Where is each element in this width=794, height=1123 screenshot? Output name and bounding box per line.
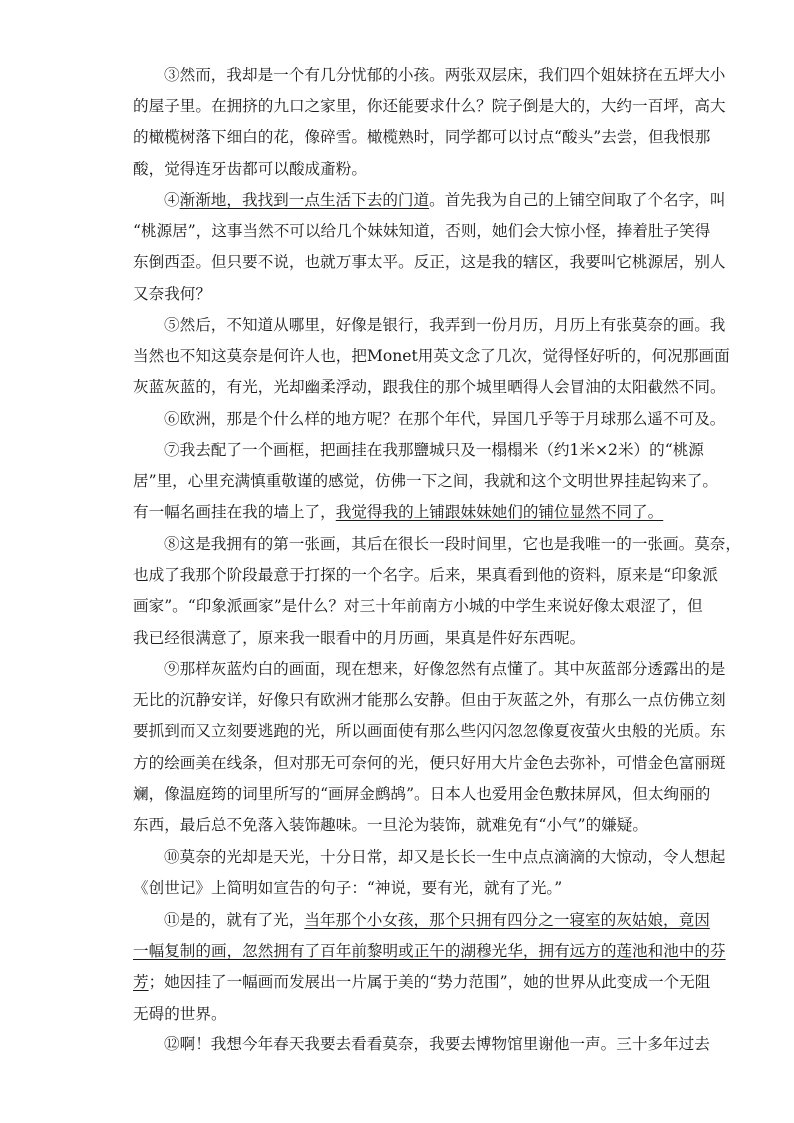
text-run: 灰蓝灰蓝的，有光，光却幽柔浮动，跟我住的那个城里晒得人会冒油的太阳截然不同。 [133,378,726,397]
paragraph-line [133,654,726,685]
paragraph-line [133,341,730,372]
paragraph-7 [133,435,718,529]
text-run: 无比的沉静安详，好像只有欧洲才能那么安静。但由于灰蓝之外，有那么一点仿佛立刻 [133,691,726,710]
paragraph-line [133,216,711,247]
paragraph-line [133,466,718,497]
text-run: 有一幅名画挂在我的墙上了， [133,503,336,522]
paragraph-line [133,279,661,310]
paragraph-4 [133,185,726,310]
text-run: 东西，最后总不免落入装饰趣味。一旦沦为装饰，就难免有“小气”的嫌疑。 [133,815,648,834]
underlined-text: 当年那个小女孩，那个只拥有四分之一寝室的灰姑娘，竟因 [304,911,710,929]
paragraph-line [133,154,661,185]
paragraph-line [133,779,711,810]
paragraph-line [133,936,726,967]
underlined-text: 渐渐地，我找到一点生活下去的门道 [179,191,430,209]
text-run: 酸，觉得连牙齿都可以酸成齑粉。 [133,159,367,178]
paragraph-line [133,60,726,91]
paragraph-line [133,122,711,153]
paragraph-10 [133,842,726,904]
text-run: ④ [164,191,180,209]
paragraph-6 [133,404,726,435]
text-run: ⑪是的，就有了光， [164,911,305,929]
text-run: 《创世记》上简明如宣告的句子：“神说，要有光，就有了光。” [133,879,563,898]
paragraph-line [133,685,726,716]
paragraph-8 [133,529,741,654]
text-run: ；她因挂了一幅画而发展出一片属于美的“势力范围”，她的世界从此变成一个无阻 [148,973,711,992]
paragraph-5 [133,310,730,404]
paragraph-3 [133,60,726,185]
text-run: “桃源居”，这事当然不可以给几个妹妹知道，否则，她们会大惊小怪，捧着肚子笑得 [133,222,711,241]
paragraph-line [133,999,661,1030]
paragraph-line [133,873,661,904]
paragraph-line [133,905,710,936]
paragraph-line [133,310,726,341]
paragraph-line [133,716,726,747]
paragraph-line [133,372,726,403]
text-run: 的屋子里。在拥挤的九口之家里，你还能要求什么？院子倒是大的，大约一百坪，高大 [133,97,726,116]
text-run: 画家”。“印象派画家”是什么？对三十年前南方小城的中学生来说好像太艰涩了，但 [133,597,703,616]
paragraph-line [133,591,703,622]
paragraph-line [133,404,726,435]
text-run: ③然而，我却是一个有几分忧郁的小孩。两张双层床，我们四个姐妹挤在五坪大小 [164,66,726,84]
paragraph-9 [133,654,726,841]
text-run: 又奈我何？ [133,284,211,303]
paragraph-12 [133,1029,710,1060]
paragraph-line [133,842,726,873]
text-run: ⑨那样灰蓝灼白的画面，现在想来，好像忽然有点懂了。其中灰蓝部分透露出的是 [164,660,726,678]
underlined-text: 一幅复制的画，忽然拥有了百年前黎明或正午的湖穆光华，拥有远方的莲池和池中的芬 [133,942,726,961]
text-run: 居”里，心里充满慎重敬谨的感觉，仿佛一下之间，我就和这个文明世界挂起钩来了。 [133,472,718,491]
underlined-text: 我觉得我的上铺跟妹妹她们的铺位显然不同了。 [335,503,664,522]
paragraph-11 [133,905,726,1030]
text-run: ⑤然后，不知道从哪里，好像是银行，我弄到一份月历，月历上有张莫奈的画。我 [164,316,726,334]
text-run: 无碍的世界。 [133,1004,227,1023]
text-run: ⑩莫奈的光却是天光，十分日常，却又是长长一生中点点滴滴的大惊动，令人想起 [164,848,726,866]
paragraph-line [133,529,741,560]
text-run: 东倒西歪。但只要不说，也就万事太平。反正，这是我的辖区，我要叫它桃源居，别人 [133,253,726,272]
text-run: ⑥欧洲，那是个什么样的地方呢？在那个年代，异国几乎等于月球那么遥不可及。 [164,410,726,428]
paragraph-line [133,185,726,216]
text-run: 我已经很满意了，原来我一眼看中的月历画，果真是件好东西呢。 [133,628,586,647]
paragraph-line [133,497,664,528]
paragraph-line [133,810,661,841]
paragraph-line [133,247,726,278]
text-run: 也成了我那个阶段最意于打探的一个名字。后来，果真看到他的资料，原来是“印象派 [133,566,718,585]
text-run: 方的绘画美在线条，但对那无可奈何的光，便只好用大片金色去弥补，可惜金色富丽斑 [133,753,726,772]
text-run: 斓，像温庭筠的词里所写的“画屏金鹧鸪”。日本人也爱用金色敷抹屏风，但太绚丽的 [133,784,711,803]
text-run: 要抓到而又立刻要逃跑的光，所以画面使有那么些闪闪忽忽像夏夜萤火虫般的光质。东 [133,722,726,741]
text-run: 的橄榄树落下细白的花，像碎雪。橄榄熟时，同学都可以讨点“酸头”去尝，但我恨那 [133,128,711,147]
text-run: ⑦我去配了一个画框，把画挂在我那鹽城只及一榻榻米（约1米×2米）的“桃源 [164,441,704,459]
paragraph-line [133,560,718,591]
paragraph-line [133,91,726,122]
underlined-text: 芳 [133,973,149,992]
paragraph-line [133,967,711,998]
paragraph-line [133,748,726,779]
paragraph-line [133,1029,710,1060]
paragraph-line [133,435,704,466]
text-run: 。首先我为自己的上铺空间取了个名字，叫 [429,191,726,209]
text-run: ⑧这是我拥有的第一张画，其后在很长一段时间里，它也是我唯一的一张画。莫奈， [164,535,741,553]
paragraph-line [133,623,661,654]
text-run: 当然也不知这莫奈是何许人也，把Monet用英文念了几次，觉得怪好听的，何况那画面 [133,347,730,366]
text-run: ⑫啊！我想今年春天我要去看看莫奈，我要去博物馆里谢他一声。三十多年过去 [164,1035,710,1053]
